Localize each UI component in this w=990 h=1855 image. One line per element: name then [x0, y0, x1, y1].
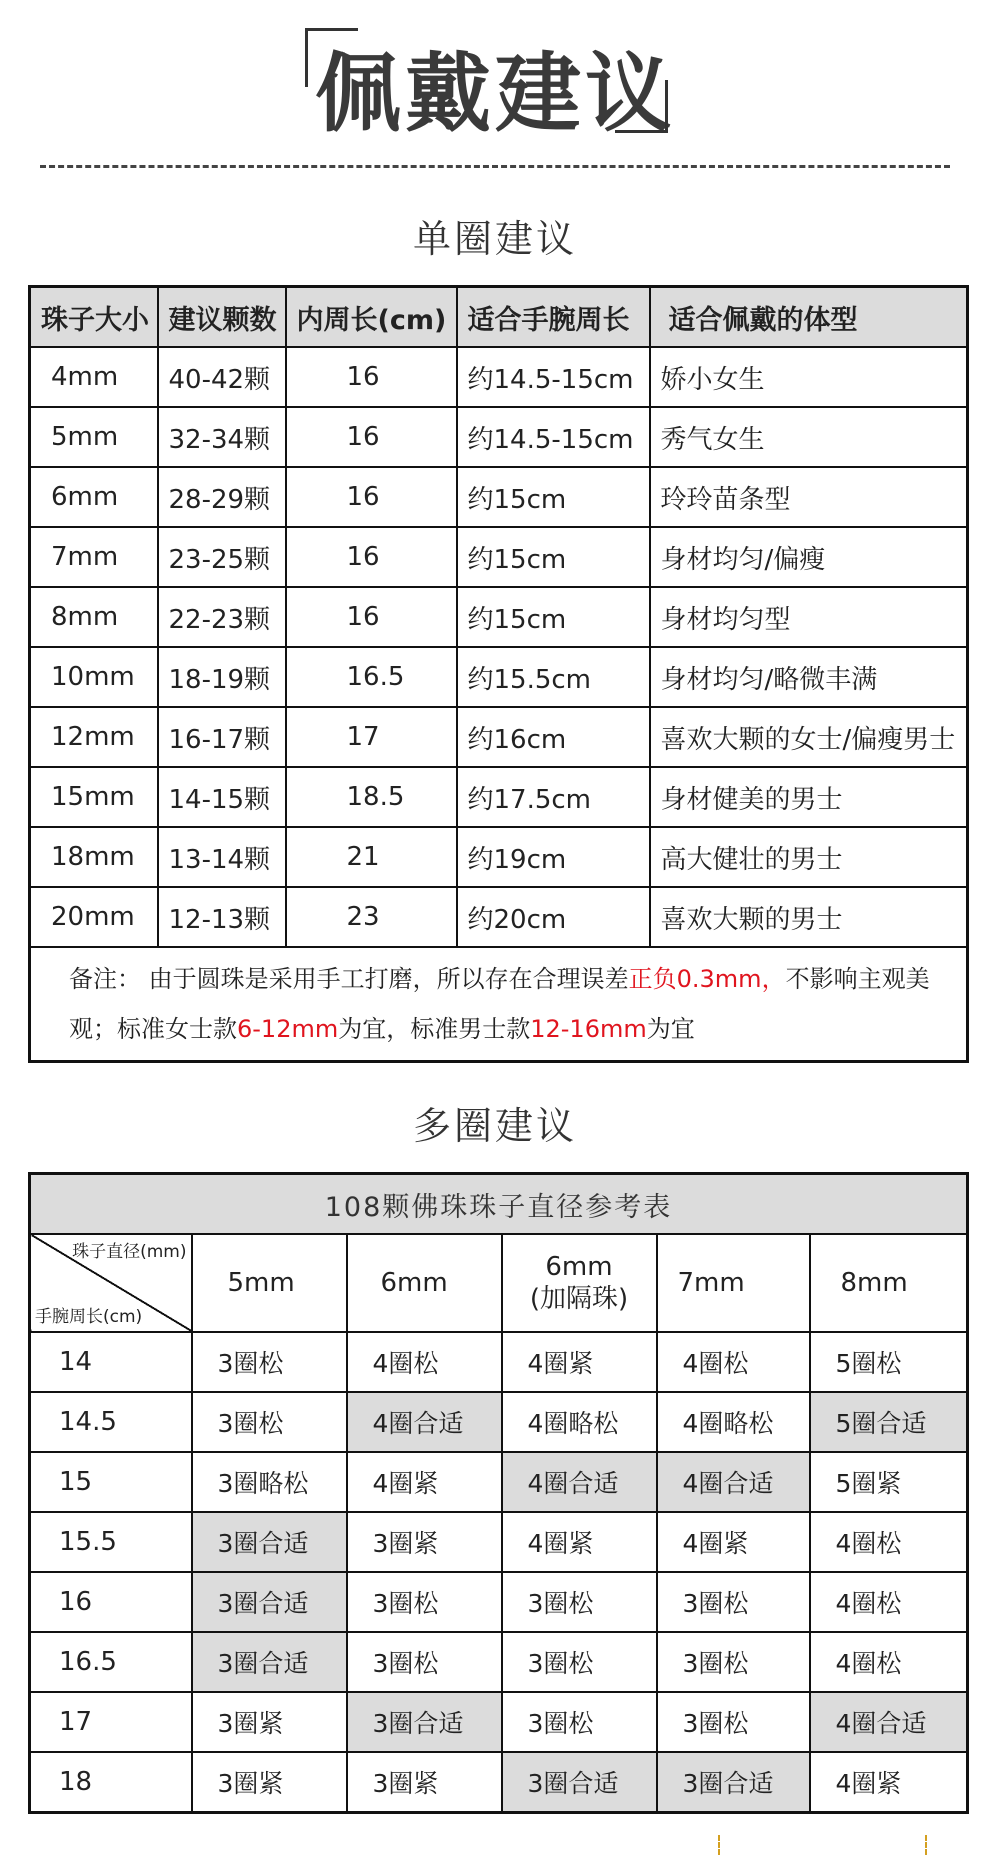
- cell-wrist-size: 14: [30, 1332, 192, 1392]
- table-row: [30, 527, 968, 587]
- table-row: [30, 1632, 968, 1692]
- cell-bead-count: 28-29颗: [158, 467, 286, 527]
- cell-ring-fit: 5圈紧: [810, 1452, 968, 1512]
- header-bead-size: 珠子大小: [30, 287, 158, 348]
- cell-ring-fit: 3圈紧: [192, 1752, 347, 1813]
- cell-wrist-circumference: 约17.5cm: [457, 767, 650, 827]
- table-row: [30, 887, 968, 947]
- cell-wrist-size: 17: [30, 1692, 192, 1752]
- header-inner-circumference: 内周长(cm): [286, 287, 457, 348]
- cell-ring-fit: 3圈松: [502, 1692, 657, 1752]
- corner-label-wrist: 手腕周长(cm): [35, 1307, 143, 1327]
- note-cell: [30, 947, 968, 1062]
- cell-ring-fit: 4圈松: [347, 1332, 502, 1392]
- cell-ring-fit: 4圈松: [810, 1572, 968, 1632]
- cell-bead-size: 4mm: [30, 347, 158, 407]
- single-ring-heading: 单圈建议: [412, 217, 577, 261]
- cell-wrist-circumference: 约15cm: [457, 467, 650, 527]
- table-row: [30, 347, 968, 407]
- cell-ring-fit: 4圈紧: [810, 1752, 968, 1813]
- cell-ring-fit-highlight: 3圈合适: [192, 1632, 347, 1692]
- cell-bead-count: 12-13颗: [158, 887, 286, 947]
- note-red-men-size: 12-16mm: [530, 1015, 647, 1043]
- cell-inner-circumference: 16: [286, 587, 457, 647]
- table-row: [30, 767, 968, 827]
- cell-ring-fit: 4圈松: [657, 1332, 810, 1392]
- cell-ring-fit-highlight: 3圈合适: [347, 1692, 502, 1752]
- cell-ring-fit: 4圈紧: [502, 1332, 657, 1392]
- cell-wrist-circumference: 约15cm: [457, 587, 650, 647]
- cell-wrist-size: 18: [30, 1752, 192, 1813]
- cell-inner-circumference: 17: [286, 707, 457, 767]
- col-header-6mm-spacer-note: (加隔珠): [529, 1284, 629, 1314]
- cell-ring-fit: 3圈松: [502, 1572, 657, 1632]
- cell-bead-count: 40-42颗: [158, 347, 286, 407]
- cell-inner-circumference: 16: [286, 347, 457, 407]
- cell-inner-circumference: 18.5: [286, 767, 457, 827]
- cell-inner-circumference: 16.5: [286, 647, 457, 707]
- table-row: [30, 647, 968, 707]
- table-row: [30, 1752, 968, 1813]
- cell-wrist-size: 16: [30, 1572, 192, 1632]
- cell-bead-size: 10mm: [30, 647, 158, 707]
- cell-ring-fit: 4圈松: [810, 1512, 968, 1572]
- table-row: [30, 1452, 968, 1512]
- cell-ring-fit: 4圈略松: [502, 1392, 657, 1452]
- header-body-type: 适合佩戴的体型: [650, 287, 968, 348]
- cell-wrist-size: 15: [30, 1452, 192, 1512]
- bottom-decor-line-right: [925, 1835, 927, 1855]
- note-row: [30, 947, 968, 1062]
- corner-label-bead-diameter: 珠子直径(mm): [72, 1242, 187, 1262]
- table-row: [30, 1572, 968, 1632]
- cell-ring-fit: 3圈松: [502, 1632, 657, 1692]
- cell-ring-fit-highlight: 4圈合适: [657, 1452, 810, 1512]
- cell-ring-fit-highlight: 3圈合适: [192, 1512, 347, 1572]
- cell-body-type: 身材均匀/偏瘦: [650, 527, 968, 587]
- cell-wrist-size: 14.5: [30, 1392, 192, 1452]
- cell-ring-fit: 3圈松: [347, 1632, 502, 1692]
- cell-inner-circumference: 23: [286, 887, 457, 947]
- multi-ring-table: [28, 1172, 969, 1814]
- single-ring-header-row: [30, 287, 968, 348]
- cell-inner-circumference: 16: [286, 467, 457, 527]
- cell-bead-count: 16-17颗: [158, 707, 286, 767]
- cell-bead-count: 23-25颗: [158, 527, 286, 587]
- cell-ring-fit: 3圈松: [657, 1632, 810, 1692]
- cell-wrist-circumference: 约20cm: [457, 887, 650, 947]
- cell-wrist-circumference: 约15.5cm: [457, 647, 650, 707]
- cell-body-type: 高大健壮的男士: [650, 827, 968, 887]
- cell-ring-fit: 3圈松: [347, 1572, 502, 1632]
- cell-bead-size: 7mm: [30, 527, 158, 587]
- cell-ring-fit: 4圈松: [810, 1632, 968, 1692]
- cell-ring-fit: 3圈略松: [192, 1452, 347, 1512]
- table-row: [30, 587, 968, 647]
- col-header-7mm: 7mm: [657, 1234, 810, 1332]
- cell-wrist-circumference: 约16cm: [457, 707, 650, 767]
- col-header-6mm-spacer: [502, 1234, 657, 1332]
- cell-bead-size: 5mm: [30, 407, 158, 467]
- table-row: [30, 1332, 968, 1392]
- col-header-6mm-spacer-size: 6mm: [545, 1252, 613, 1282]
- cell-bead-count: 22-23颗: [158, 587, 286, 647]
- cell-wrist-size: 16.5: [30, 1632, 192, 1692]
- cell-ring-fit-highlight: 4圈合适: [347, 1392, 502, 1452]
- cell-ring-fit-highlight: 4圈合适: [502, 1452, 657, 1512]
- cell-inner-circumference: 16: [286, 407, 457, 467]
- col-header-8mm: 8mm: [810, 1234, 968, 1332]
- dashed-divider: [40, 165, 950, 168]
- title-bracket-bottom-right: [615, 80, 668, 133]
- cell-body-type: 玲玲苗条型: [650, 467, 968, 527]
- cell-bead-size: 8mm: [30, 587, 158, 647]
- cell-ring-fit: 3圈松: [657, 1572, 810, 1632]
- cell-ring-fit: 5圈松: [810, 1332, 968, 1392]
- note-text-2: 不影响主观美观；标准女士款: [69, 965, 930, 1043]
- bottom-decor-line-left: [718, 1835, 720, 1855]
- cell-ring-fit: 4圈紧: [502, 1512, 657, 1572]
- multi-ring-header-row: [30, 1234, 968, 1332]
- corner-diagonal-cell: [30, 1234, 192, 1332]
- cell-ring-fit: 3圈紧: [347, 1752, 502, 1813]
- cell-ring-fit-highlight: 3圈合适: [192, 1572, 347, 1632]
- cell-inner-circumference: 16: [286, 527, 457, 587]
- table-row: [30, 1392, 968, 1452]
- cell-ring-fit: 3圈紧: [192, 1692, 347, 1752]
- title-block: [0, 20, 990, 144]
- cell-bead-size: 18mm: [30, 827, 158, 887]
- cell-wrist-circumference: 约15cm: [457, 527, 650, 587]
- multi-ring-caption: 108颗佛珠珠子直径参考表: [30, 1174, 968, 1235]
- cell-ring-fit: 3圈松: [192, 1332, 347, 1392]
- cell-bead-count: 32-34颗: [158, 407, 286, 467]
- cell-wrist-size: 15.5: [30, 1512, 192, 1572]
- cell-body-type: 喜欢大颗的女士/偏瘦男士: [650, 707, 968, 767]
- multi-ring-heading: 多圈建议: [412, 1104, 577, 1148]
- note-text-1: 备注： 由于圆珠是采用手工打磨，所以存在合理误差: [69, 965, 629, 993]
- cell-ring-fit: 3圈紧: [347, 1512, 502, 1572]
- cell-wrist-circumference: 约19cm: [457, 827, 650, 887]
- header-wrist-circumference: 适合手腕周长: [457, 287, 650, 348]
- cell-bead-count: 13-14颗: [158, 827, 286, 887]
- cell-body-type: 娇小女生: [650, 347, 968, 407]
- cell-inner-circumference: 21: [286, 827, 457, 887]
- multi-ring-caption-row: [30, 1174, 968, 1235]
- cell-body-type: 秀气女生: [650, 407, 968, 467]
- cell-body-type: 身材均匀/略微丰满: [650, 647, 968, 707]
- cell-body-type: 喜欢大颗的男士: [650, 887, 968, 947]
- cell-ring-fit: 4圈略松: [657, 1392, 810, 1452]
- page-title: 佩戴建议: [315, 44, 675, 144]
- table-row: [30, 407, 968, 467]
- col-header-5mm: 5mm: [192, 1234, 347, 1332]
- table-row: [30, 467, 968, 527]
- header-bead-count: 建议颗数: [158, 287, 286, 348]
- note-red-tolerance: 正负0.3mm，: [628, 965, 786, 993]
- cell-bead-count: 18-19颗: [158, 647, 286, 707]
- note-text-4: 为宜: [646, 1015, 695, 1043]
- cell-bead-size: 6mm: [30, 467, 158, 527]
- col-header-6mm: 6mm: [347, 1234, 502, 1332]
- note-text-3: 为宜，标准男士款: [338, 1015, 531, 1043]
- cell-body-type: 身材健美的男士: [650, 767, 968, 827]
- table-row: [30, 1512, 968, 1572]
- cell-ring-fit-highlight: 3圈合适: [502, 1752, 657, 1813]
- cell-ring-fit: 4圈紧: [657, 1512, 810, 1572]
- cell-wrist-circumference: 约14.5-15cm: [457, 407, 650, 467]
- table-row: [30, 827, 968, 887]
- cell-bead-size: 20mm: [30, 887, 158, 947]
- single-ring-table: [28, 285, 969, 1063]
- cell-bead-count: 14-15颗: [158, 767, 286, 827]
- cell-ring-fit: 4圈紧: [347, 1452, 502, 1512]
- table-row: [30, 707, 968, 767]
- cell-wrist-circumference: 约14.5-15cm: [457, 347, 650, 407]
- cell-body-type: 身材均匀型: [650, 587, 968, 647]
- note-red-women-size: 6-12mm: [237, 1015, 339, 1043]
- cell-ring-fit: 3圈松: [657, 1692, 810, 1752]
- table-row: [30, 1692, 968, 1752]
- cell-bead-size: 15mm: [30, 767, 158, 827]
- cell-ring-fit: 3圈松: [192, 1392, 347, 1452]
- cell-ring-fit-highlight: 5圈合适: [810, 1392, 968, 1452]
- cell-ring-fit-highlight: 4圈合适: [810, 1692, 968, 1752]
- cell-bead-size: 12mm: [30, 707, 158, 767]
- cell-ring-fit-highlight: 3圈合适: [657, 1752, 810, 1813]
